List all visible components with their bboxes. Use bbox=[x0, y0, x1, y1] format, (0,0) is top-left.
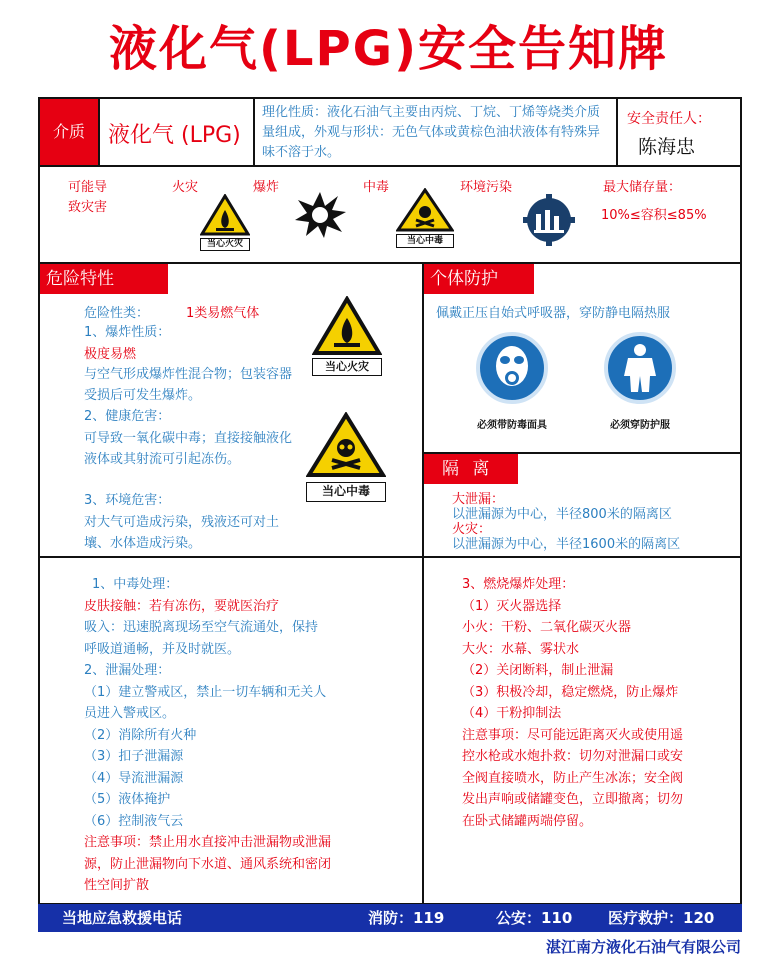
hazard-explosion-label: 爆炸 bbox=[253, 180, 280, 195]
explosion-icon bbox=[292, 190, 348, 240]
isolation-section-title: 隔 离 bbox=[424, 454, 518, 484]
poison-sign-label: 当心中毒 bbox=[396, 234, 454, 248]
emergency-label: 当地应急救援电话 bbox=[62, 909, 183, 927]
environment-pollution-icon bbox=[520, 194, 578, 246]
gas-mask-icon bbox=[476, 332, 548, 404]
large-leak-text: 以泄漏源为中心，半径800米的隔离区 bbox=[452, 507, 672, 522]
explosion-property-level: 极度易燃 bbox=[84, 347, 137, 362]
fire-phone: 消防：119 bbox=[368, 909, 445, 927]
fire-sign-label: 当心火灾 bbox=[200, 238, 250, 251]
poison-sign-large-label: 当心中毒 bbox=[306, 482, 386, 502]
properties-text: 理化性质：液化石油气主要由丙烷、丁烷、丁烯等烧类介质量组成，外观与形状：无色气体或黄棕色油状液体有特殊异味不溶于水。 bbox=[262, 105, 601, 160]
danger-section-title: 危险特性 bbox=[40, 264, 168, 294]
left-measures: 1、中毒处理： 皮肤接触：若有冻伤，要就医治疗 吸入：迅速脱离现场至空气流通处，保持 呼吸道通畅，并及时就医。 2、泄漏处理： （1）建立警戒区，禁止一切车辆和无关人 员进入警戒区。 （2）消除所有火种 （3）扣子泄漏源 （4）导流泄漏源 （5）液体掩护 （6）控制液气云 注意事项：禁止用水直接冲击泄漏物或泄漏 源，防止泄漏物向下水道、通风系统和密闭 性空间扩散 bbox=[84, 577, 332, 893]
medium-name: 液化气 (LPG) bbox=[108, 123, 241, 148]
medium-label-box bbox=[40, 99, 98, 165]
protective-suit-icon bbox=[604, 332, 676, 404]
fire-warning-large-icon bbox=[312, 296, 382, 356]
company-name: 湛江南方液化石油气有限公司 bbox=[545, 938, 741, 956]
police-phone: 公安：110 bbox=[496, 909, 573, 927]
environment-hazard-text: 对大气可造成污染，残液还可对土壤、水体造成污染。 bbox=[84, 515, 280, 551]
fire-isolation-text: 以泄漏源为中心，半径1600米的隔离区 bbox=[452, 537, 681, 552]
large-leak-label: 大泄漏： bbox=[452, 492, 505, 507]
storage-label: 最大储存量： bbox=[603, 180, 682, 195]
right-measures: 3、燃烧爆炸处理： （1）灭火器选择 小火：干粉、二氧化碳灭火器 大火：水幕、雾状水 （2）关闭断料，制止泄漏 （3）积极冷却，稳定燃烧，防止爆炸 （4）干粉抑制法 注意事项：尽可能远距离灭火或使用遥 控水枪或水炮扑救：切勿对泄漏口或安 全阀直接喷水，防止产生冰冻；安全阀 发出声响或储罐变色，立即撤离；切勿 在卧式储罐两端停留。 bbox=[462, 577, 684, 829]
page-title: 液化气(LPG)安全告知牌 bbox=[108, 21, 669, 77]
health-hazard-text: 可导致一氧化碳中毒；直接接触液化液体或其射流可引起冻伤。 bbox=[84, 431, 293, 467]
health-hazard-title: 2、健康危害： bbox=[84, 409, 171, 424]
ppe-section-title: 个体防护 bbox=[424, 264, 534, 294]
hazard-poison-label: 中毒 bbox=[363, 180, 390, 195]
fire-warning-icon bbox=[200, 194, 250, 236]
emergency-footer bbox=[38, 904, 742, 932]
explosion-property-title: 1、爆炸性质： bbox=[84, 325, 171, 340]
hazard-env-label: 环境污染 bbox=[460, 180, 513, 195]
fire-sign-large-label: 当心火灾 bbox=[312, 358, 382, 376]
hazard-fire-label: 火灾 bbox=[172, 180, 199, 195]
mask-caption: 必须带防毒面具 bbox=[477, 420, 547, 431]
danger-category-value: 1类易燃气体 bbox=[186, 306, 260, 321]
medical-phone: 医疗救护：120 bbox=[608, 909, 715, 927]
fire-isolation-label: 火灾： bbox=[452, 522, 492, 537]
poison-warning-large-icon bbox=[306, 412, 386, 478]
environment-hazard-title: 3、环境危害： bbox=[84, 493, 171, 508]
responsible-name: 陈海忠 bbox=[638, 136, 696, 158]
ppe-text: 佩戴正压自始式呼吸器，穿防静电隔热服 bbox=[436, 306, 671, 321]
suit-caption: 必须穿防护服 bbox=[610, 420, 670, 431]
storage-value: 10%≤容积≤85% bbox=[601, 208, 707, 223]
responsible-label: 安全责任人： bbox=[627, 111, 711, 127]
poison-warning-icon bbox=[396, 188, 454, 232]
medium-label: 介质 bbox=[52, 122, 85, 141]
hazard-label: 可能导 致灾害 bbox=[68, 180, 108, 215]
danger-category-label: 危险性类： bbox=[84, 306, 150, 321]
explosion-property-text: 与空气形成爆炸性混合物；包装容器受损后可发生爆炸。 bbox=[84, 367, 293, 403]
